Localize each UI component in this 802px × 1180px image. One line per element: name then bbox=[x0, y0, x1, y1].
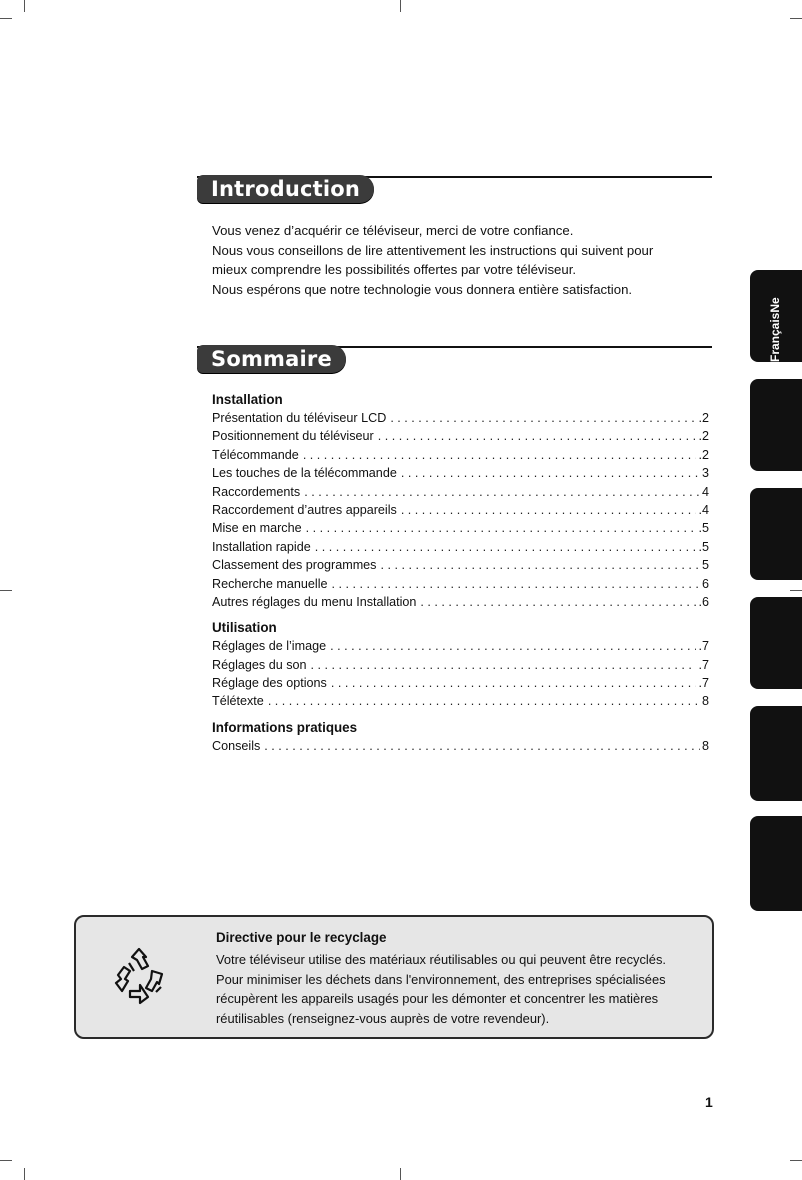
recycling-line: Pour minimiser les déchets dans l'environnement, des entreprises spécialisées bbox=[216, 971, 666, 987]
toc-entry-page: .7 bbox=[698, 639, 709, 654]
toc-spacer bbox=[212, 711, 709, 719]
toc-entry[interactable] bbox=[212, 692, 709, 710]
toc-group-title: Utilisation bbox=[212, 620, 277, 636]
toc-entry-label: Réglage des options bbox=[212, 676, 327, 691]
toc-leader-dots bbox=[401, 501, 697, 519]
recycling-line: Votre téléviseur utilise des matériaux réutilisables ou qui peuvent être recyclés. bbox=[216, 952, 666, 967]
toc-entry[interactable] bbox=[212, 483, 709, 501]
crop-mark bbox=[400, 1168, 401, 1180]
toc-entry[interactable] bbox=[212, 501, 709, 519]
toc-entry-page: .2 bbox=[698, 429, 709, 444]
toc-leader-dots bbox=[401, 464, 700, 482]
toc-entry-label: Positionnement du téléviseur bbox=[212, 429, 374, 444]
intro-line: Nous espérons que notre technologie vous donnera entière satisfaction. bbox=[212, 281, 633, 297]
toc-entry[interactable] bbox=[212, 593, 709, 611]
toc-entry-page: .2 bbox=[698, 411, 709, 425]
toc-entry[interactable] bbox=[212, 409, 709, 427]
toc-entry-label: Réglages du son bbox=[212, 657, 307, 672]
toc-entry[interactable] bbox=[212, 556, 709, 574]
language-tab[interactable] bbox=[750, 488, 802, 580]
toc-entry-label: Conseils bbox=[212, 738, 261, 753]
toc-entry[interactable] bbox=[212, 446, 709, 464]
toc-leader-dots bbox=[330, 637, 696, 655]
toc-leader-dots bbox=[420, 593, 696, 611]
crop-mark bbox=[790, 590, 802, 591]
toc-entry-label: Recherche manuelle bbox=[212, 576, 328, 591]
toc-leader-dots bbox=[264, 737, 700, 755]
toc-leader-dots bbox=[311, 656, 697, 674]
sommaire-heading: Sommaire bbox=[197, 345, 346, 373]
toc-leader-dots bbox=[332, 575, 700, 593]
toc-leader-dots bbox=[331, 674, 697, 692]
recycle-icon bbox=[112, 947, 168, 1005]
toc-entry[interactable] bbox=[212, 427, 709, 445]
language-tab[interactable] bbox=[750, 816, 802, 911]
toc-leader-dots bbox=[268, 692, 700, 710]
crop-mark bbox=[0, 590, 12, 591]
toc-entry-page: .5 bbox=[698, 539, 709, 554]
toc-entry[interactable] bbox=[212, 674, 709, 692]
toc-entry-page: 6 bbox=[701, 576, 709, 591]
toc-entry-label: Autres réglages du menu Installation bbox=[212, 594, 417, 609]
toc-entry-page: 5 bbox=[701, 558, 709, 573]
recycling-text bbox=[216, 950, 708, 1028]
recycling-title: Directive pour le recyclage bbox=[216, 930, 387, 945]
toc-spacer bbox=[212, 611, 709, 619]
toc-entry-label: Réglages de l’image bbox=[212, 639, 327, 654]
intro-line: Nous vous conseillons de lire attentivement les instructions qui suivent pour bbox=[212, 242, 654, 258]
crop-mark bbox=[790, 1160, 802, 1161]
introduction-header bbox=[197, 175, 712, 205]
toc-entry[interactable] bbox=[212, 737, 709, 755]
crop-mark bbox=[24, 1168, 25, 1180]
sommaire-header bbox=[197, 345, 712, 375]
recycling-line: récupèrent les appareils usagés pour les démonter et concentrer les matières bbox=[216, 991, 659, 1007]
toc-group-title: Informations pratiques bbox=[212, 719, 358, 735]
toc-entry-label: Raccordement d’autres appareils bbox=[212, 502, 397, 517]
language-tab-label-wrap bbox=[750, 270, 802, 362]
toc-entry[interactable] bbox=[212, 575, 709, 593]
toc-entry-page: .5 bbox=[698, 521, 709, 536]
crop-mark bbox=[0, 1160, 12, 1161]
language-tab-label: FrançaisNe bbox=[768, 297, 782, 362]
language-tab[interactable] bbox=[750, 706, 802, 801]
toc-leader-dots bbox=[304, 483, 700, 501]
toc-entry-label: Télétexte bbox=[212, 694, 264, 709]
toc-leader-dots bbox=[378, 427, 697, 445]
toc-entry[interactable] bbox=[212, 519, 709, 537]
toc-entry-page: .2 bbox=[698, 447, 709, 462]
toc-leader-dots bbox=[380, 556, 700, 574]
page-number: 1 bbox=[705, 1094, 713, 1110]
introduction-heading: Introduction bbox=[197, 175, 374, 203]
toc-entry-page: .7 bbox=[698, 657, 709, 672]
toc-group-title: Installation bbox=[212, 392, 283, 407]
toc-entry[interactable] bbox=[212, 538, 709, 556]
toc-entry-label: Mise en marche bbox=[212, 521, 302, 536]
recycling-notice bbox=[74, 915, 714, 1039]
toc-entry[interactable] bbox=[212, 464, 709, 482]
toc-entry-page: .7 bbox=[698, 676, 709, 691]
toc-entry-page: .6 bbox=[698, 594, 709, 609]
toc-entry-page: 8 bbox=[701, 694, 709, 709]
crop-mark bbox=[0, 18, 12, 19]
toc-entry-page: 3 bbox=[701, 466, 709, 481]
toc-entry-label: Installation rapide bbox=[212, 539, 311, 554]
language-tab[interactable] bbox=[750, 597, 802, 689]
toc-leader-dots bbox=[306, 519, 697, 537]
table-of-contents bbox=[212, 391, 709, 755]
language-tab-francais[interactable] bbox=[750, 270, 802, 362]
toc-entry-label: Télécommande bbox=[212, 447, 299, 462]
toc-leader-dots bbox=[390, 409, 696, 427]
toc-entry-page: 8 bbox=[701, 738, 709, 753]
toc-entry-label: Les touches de la télécommande bbox=[212, 466, 397, 481]
toc-entry[interactable] bbox=[212, 656, 709, 674]
toc-leader-dots bbox=[315, 538, 697, 556]
toc-entry-page: .4 bbox=[698, 502, 709, 517]
language-tab[interactable] bbox=[750, 379, 802, 471]
toc-entry[interactable] bbox=[212, 637, 709, 655]
toc-entry-label: Classement des programmes bbox=[212, 558, 377, 573]
toc-entry-label: Raccordements bbox=[212, 484, 301, 499]
intro-line: Vous venez d’acquérir ce téléviseur, merci de votre confiance. bbox=[212, 223, 574, 238]
toc-entry-label: Présentation du téléviseur LCD bbox=[212, 411, 387, 425]
crop-mark bbox=[24, 0, 25, 12]
recycling-line: réutilisables (renseignez-vous auprès de votre revendeur). bbox=[216, 1010, 550, 1026]
toc-leader-dots bbox=[303, 446, 697, 464]
toc-entry-page: 4 bbox=[701, 484, 709, 499]
crop-mark bbox=[790, 18, 802, 19]
introduction-text bbox=[212, 221, 712, 299]
crop-mark bbox=[400, 0, 401, 12]
intro-line: mieux comprendre les possibilités offertes par votre téléviseur. bbox=[212, 262, 577, 277]
